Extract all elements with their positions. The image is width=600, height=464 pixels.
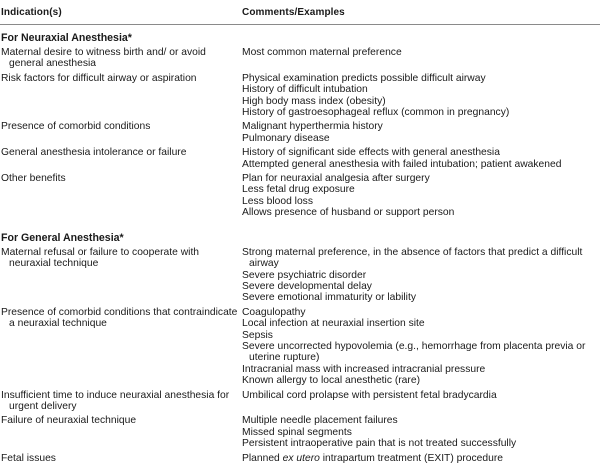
comment-line: Intracranial mass with increased intracranial pressure — [242, 363, 486, 375]
comment-line: Attempted general anesthesia with failed intubation; patient awakened — [242, 158, 562, 170]
table-row — [0, 173, 600, 219]
comments-cell — [242, 73, 600, 119]
comment-line: History of significant side effects with general anesthesia — [242, 147, 500, 159]
comments-cell — [242, 247, 600, 304]
indication-cell — [0, 47, 242, 70]
indication-cell — [0, 307, 242, 387]
comment-line: Known allergy to local anesthetic (rare) — [242, 375, 420, 387]
comment-line: Local infection at neuraxial insertion site — [242, 318, 425, 330]
indication-text: Maternal desire to witness birth and/ or avoid general anesthesia — [1, 47, 206, 70]
table-row — [0, 147, 600, 170]
table-row — [0, 453, 600, 464]
table-row — [0, 121, 600, 144]
comment-prefix: Planned — [242, 452, 283, 464]
indication-text: Presence of comorbid conditions — [1, 121, 151, 133]
comments-cell — [242, 147, 600, 170]
indication-text: Insufficient time to induce neuraxial anesthesia for urgent delivery — [1, 389, 230, 412]
comments-cell — [242, 415, 600, 449]
comment-line: Less blood loss — [242, 195, 313, 207]
table-body — [0, 32, 600, 464]
comment-line: Less fetal drug exposure — [242, 184, 355, 196]
comment-line: History of gastroesophageal reflux (common in pregnancy) — [242, 107, 510, 119]
comments-cell — [242, 307, 600, 387]
table-row — [0, 247, 600, 304]
indication-cell — [0, 121, 242, 144]
comments-cell — [242, 453, 600, 464]
indication-text: General anesthesia intolerance or failure — [1, 147, 187, 159]
comment-line: High body mass index (obesity) — [242, 95, 386, 107]
table-row — [0, 415, 600, 449]
comment-line: Multiple needle placement failures — [242, 415, 398, 427]
comment-line: Pulmonary disease — [242, 132, 330, 144]
comments-cell — [242, 121, 600, 144]
indication-cell — [0, 147, 242, 170]
comment-line: Persistent intraoperative pain that is not treated successfully — [242, 438, 517, 450]
comments-cell — [242, 47, 600, 70]
comment-italic: ex utero — [282, 452, 320, 464]
table-row — [0, 73, 600, 119]
indication-text: Other benefits — [1, 173, 66, 185]
comments-cell — [242, 390, 600, 413]
table-header — [0, 0, 600, 25]
indication-cell — [0, 73, 242, 119]
indication-text: Risk factors for difficult airway or aspiration — [1, 72, 197, 84]
indication-cell — [0, 390, 242, 413]
indication-cell — [0, 247, 242, 304]
table-row — [0, 390, 600, 413]
comment-line: Malignant hyperthermia history — [242, 121, 383, 133]
comment-line: Umbilical cord prolapse with persistent fetal bradycardia — [242, 389, 497, 401]
section-title: For General Anesthesia* — [1, 231, 124, 244]
comment-line: Allows presence of husband or support person — [242, 207, 455, 219]
table-row — [0, 47, 600, 70]
indication-cell — [0, 453, 242, 464]
header-indications: Indication(s) — [1, 7, 62, 18]
header-comments: Comments/Examples — [242, 7, 345, 18]
comment-line: Severe developmental delay — [242, 280, 372, 292]
table-row — [0, 307, 600, 387]
comments-cell — [242, 173, 600, 219]
comment-line — [242, 453, 600, 464]
indication-cell — [0, 415, 242, 449]
comment-line: Severe psychiatric disorder — [242, 269, 367, 281]
comment-line: Severe uncorrected hypovolemia (e.g., hemorrhage from placenta previa or uterine rupture) — [242, 340, 586, 364]
indication-text: Failure of neuraxial technique — [1, 415, 137, 427]
comment-line: Sepsis — [242, 329, 273, 341]
comment-line: Plan for neuraxial analgesia after surgery — [242, 173, 430, 185]
comment-line: Most common maternal preference — [242, 47, 402, 58]
indication-text: Presence of comorbid conditions that contraindicate a neuraxial technique — [1, 306, 238, 330]
indication-text: Maternal refusal or failure to cooperate with neuraxial technique — [1, 246, 200, 270]
comment-line: Missed spinal segments — [242, 426, 352, 438]
comment-line: Strong maternal preference, in the absence of factors that predict a difficult airway — [242, 246, 583, 270]
comment-line: Severe emotional immaturity or lability — [242, 292, 416, 304]
comment-line: History of difficult intubation — [242, 84, 368, 96]
section-title: For Neuraxial Anesthesia* — [1, 32, 132, 44]
indication-text: Fetal issues — [1, 452, 56, 464]
comment-line: Coagulopathy — [242, 306, 306, 318]
comment-line: Physical examination predicts possible difficult airway — [242, 72, 486, 84]
comment-suffix: intrapartum treatment (EXIT) procedure — [319, 452, 504, 464]
indication-cell — [0, 173, 242, 219]
